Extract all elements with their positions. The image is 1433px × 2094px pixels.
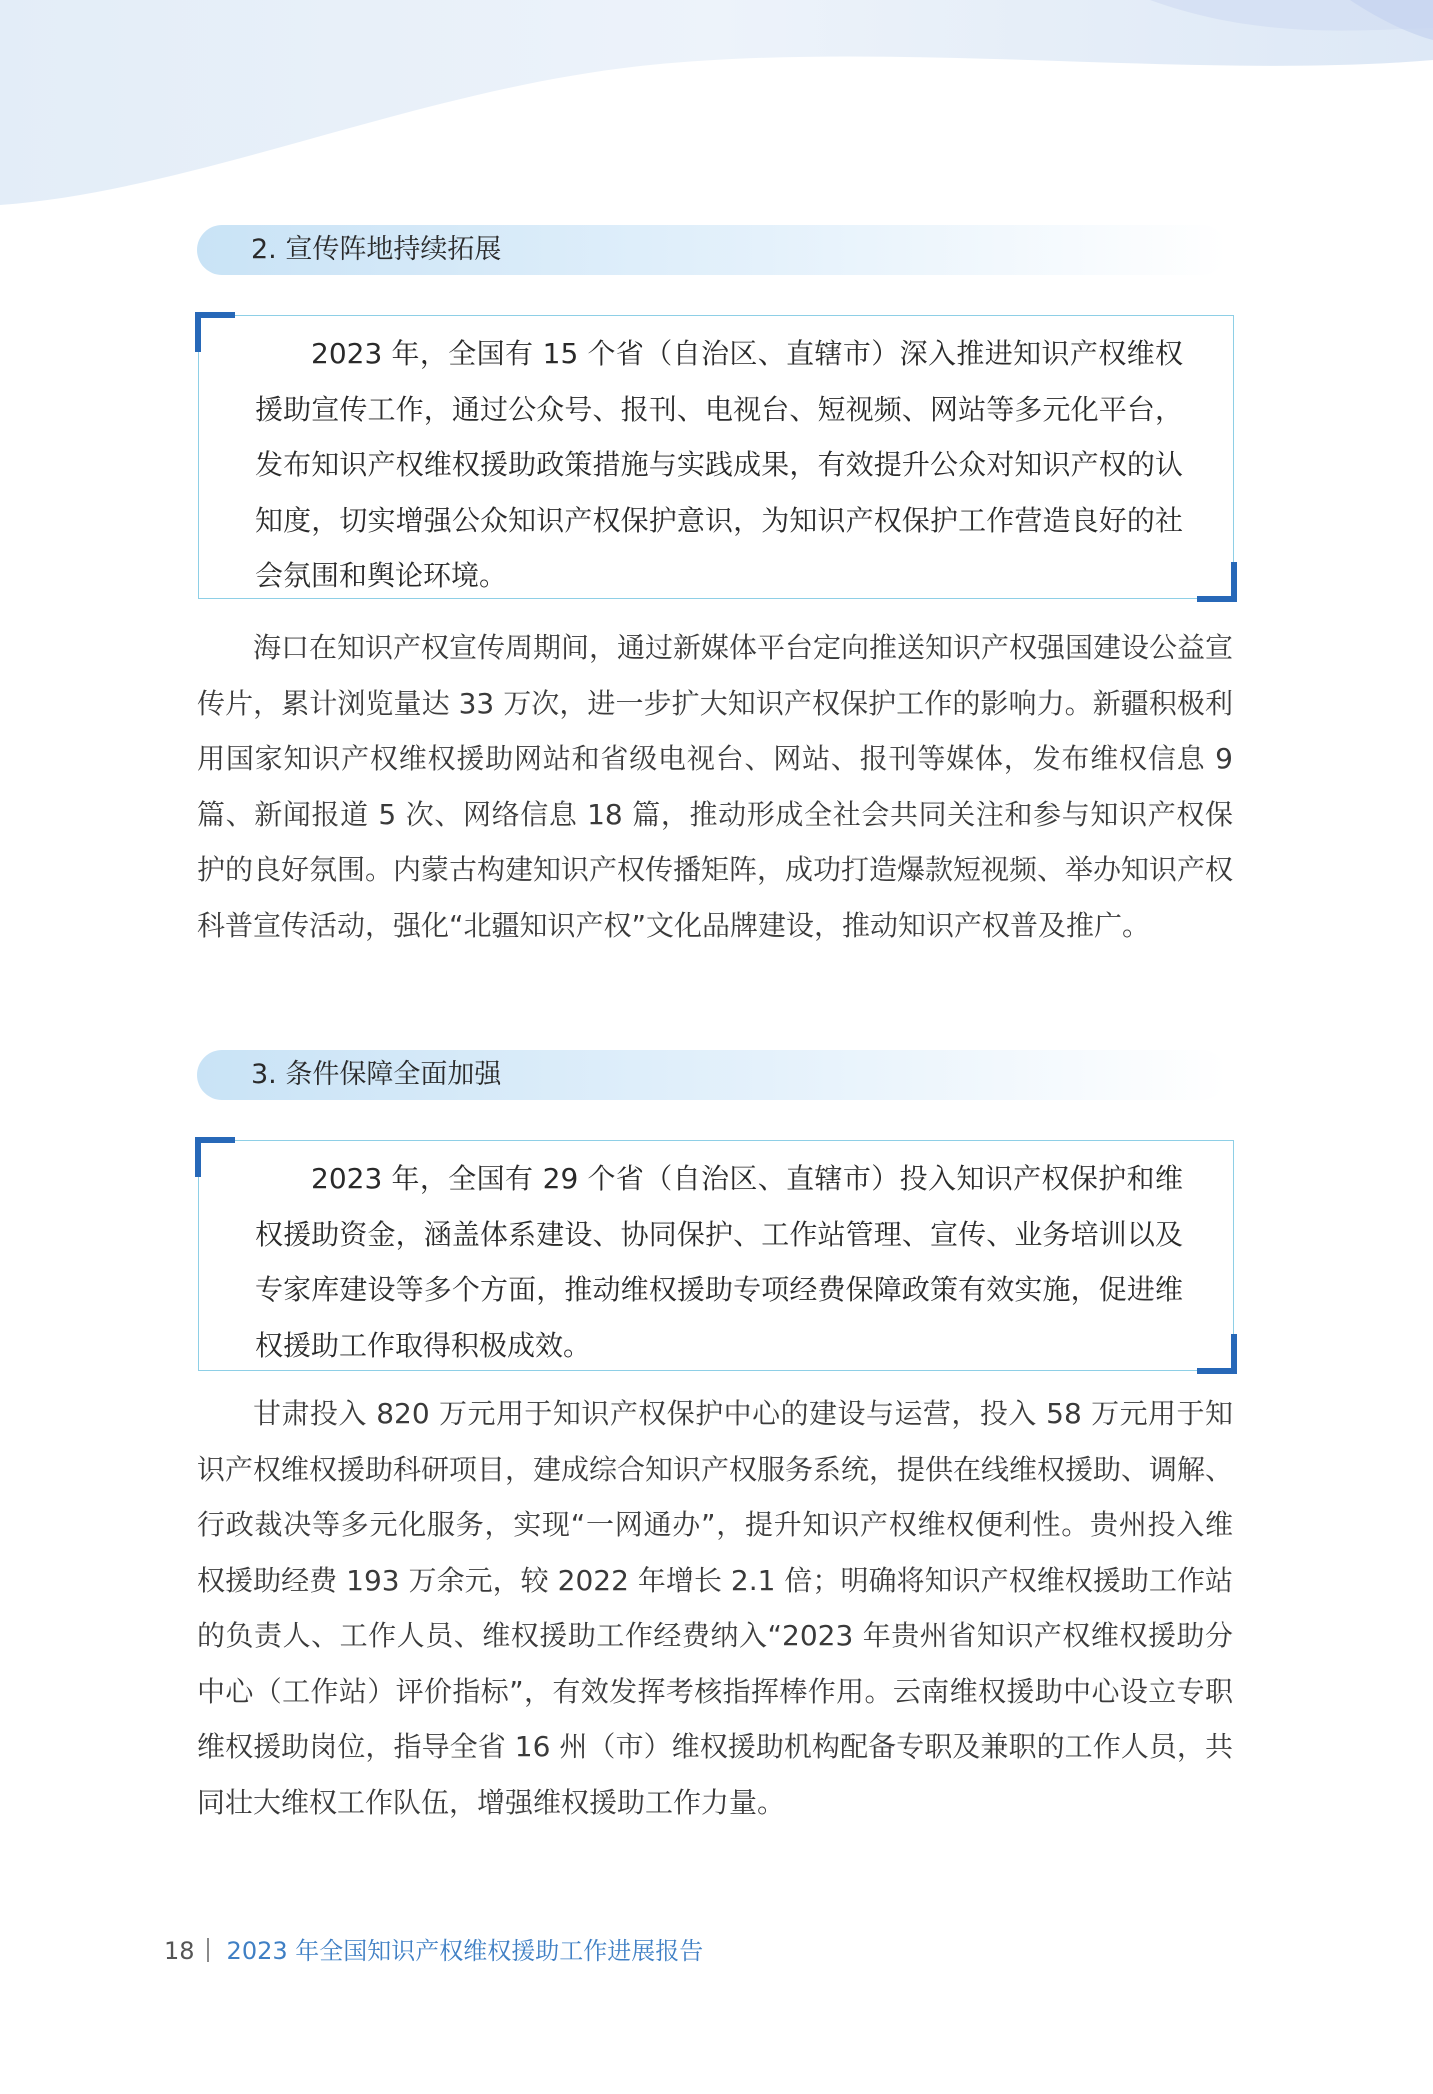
corner-bracket-top-left bbox=[195, 312, 235, 352]
section-heading-publicity: 2. 宣传阵地持续拓展 bbox=[197, 225, 1227, 275]
report-title: 2023 年全国知识产权维权援助工作进展报告 bbox=[226, 1937, 704, 1965]
footer-divider bbox=[207, 1938, 209, 1962]
section-heading-support: 3. 条件保障全面加强 bbox=[197, 1050, 1227, 1100]
page-footer bbox=[164, 1934, 703, 1968]
top-wave-decoration bbox=[0, 0, 1433, 220]
highlight-box-publicity bbox=[198, 315, 1234, 599]
highlight-box-support bbox=[198, 1140, 1234, 1371]
highlight-text-publicity: 2023 年，全国有 15 个省（自治区、直辖市）深入推进知识产权维权援助宣传工作，通过公众号、报刊、电视台、短视频、网站等多元化平台，发布知识产权维权援助政策措施与实践成果，有效提升公众对知识产权的认知度，切实增强公众知识产权保护意识，为知识产权保护工作营造良好的社会氛围和舆论环境。 bbox=[255, 337, 1183, 592]
corner-bracket-bottom-right bbox=[1197, 562, 1237, 602]
body-paragraph-support: 甘肃投入 820 万元用于知识产权保护中心的建设与运营，投入 58 万元用于知识产权维权援助科研项目，建成综合知识产权服务系统，提供在线维权援助、调解、行政裁决等多元化服务，实现“一网通办”，提升知识产权维权便利性。贵州投入维权援助经费 193 万余元，较 2022 年增长 2.1 倍；明确将知识产权维权援助工作站的负责人、工作人员、维权援助工作经费纳入“2023 年贵州省知识产权维权援助分中心（工作站）评价指标”，有效发挥考核指挥棒作用。云南维权援助中心设立专职维权援助岗位，指导全省 16 州（市）维权援助机构配备专职及兼职的工作人员，共同壮大维权工作队伍，增强维权援助工作力量。 bbox=[197, 1397, 1234, 1819]
corner-bracket-bottom-right bbox=[1197, 1334, 1237, 1374]
body-paragraph-publicity: 海口在知识产权宣传周期间，通过新媒体平台定向推送知识产权强国建设公益宣传片，累计浏览量达 33 万次，进一步扩大知识产权保护工作的影响力。新疆积极利用国家知识产权维权援助网站和省级电视台、网站、报刊等媒体，发布维权信息 9 篇、新闻报道 5 次、网络信息 18 篇，推动形成全社会共同关注和参与知识产权保护的良好氛围。内蒙古构建知识产权传播矩阵，成功打造爆款短视频、举办知识产权科普宣传活动，强化“北疆知识产权”文化品牌建设，推动知识产权普及推广。 bbox=[197, 631, 1234, 942]
highlight-text-support: 2023 年，全国有 29 个省（自治区、直辖市）投入知识产权保护和维权援助资金，涵盖体系建设、协同保护、工作站管理、宣传、业务培训以及专家库建设等多个方面，推动维权援助专项经费保障政策有效实施，促进维权援助工作取得积极成效。 bbox=[255, 1162, 1183, 1362]
corner-bracket-top-left bbox=[195, 1137, 235, 1177]
page-number: 18 bbox=[164, 1937, 195, 1965]
